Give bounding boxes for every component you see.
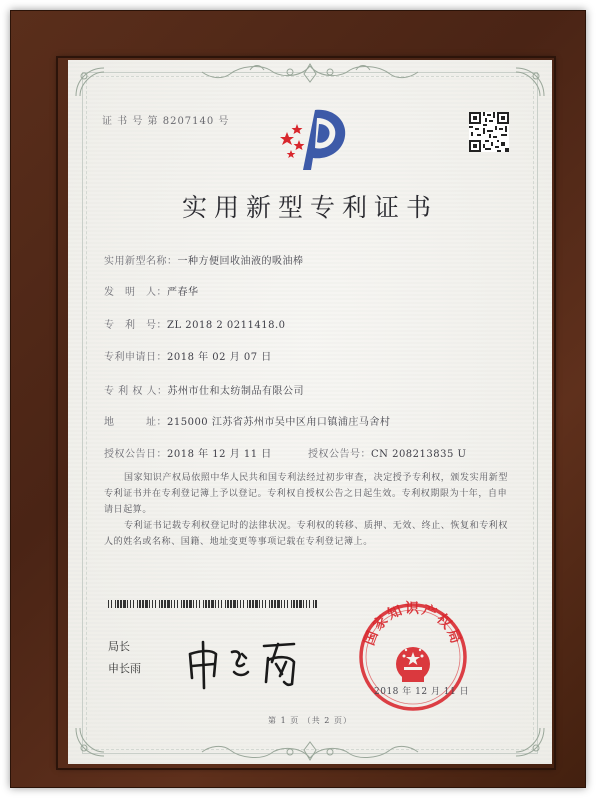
certificate-paragraph-2: 专利证书记载专利权登记时的法律状况。专利权的转移、质押、无效、终止、恢复和专利权人的姓名或名称、国籍、地址变更等事项记载在专利登记簿上。 [104,521,509,547]
director-name: 申长雨 [108,662,141,675]
barcode-bar [293,600,295,608]
barcode-bar [127,600,128,608]
barcode-bar [205,600,207,608]
field-patentee [104,382,304,397]
field-value: 严春华 [167,287,199,298]
seal-text: 国家知识产权局 [361,601,465,648]
field-utility-model-name [104,252,304,267]
barcode-bar [199,600,200,608]
barcode-bar [225,600,226,608]
bottom-ornament-icon [200,740,420,762]
barcode-bar [171,600,172,608]
top-ornament-icon [200,62,420,84]
barcode-bar [291,600,292,608]
barcode-bar [117,600,119,608]
page-number: 第 1 页 （共 2 页） [268,716,352,725]
barcode-bar [181,600,182,608]
field-value: 215000 江苏省苏州市吴中区甪口镇浦庄马舍村 [167,417,391,428]
barcode-bar [115,600,116,608]
barcode-bar [274,600,276,608]
field-label: 授权公告日： [104,449,167,460]
barcode-bar [233,600,236,608]
barcode-bar [262,600,263,608]
corner-ornament-icon [512,724,546,758]
field-grant-number [308,445,466,460]
barcode-bar [255,600,258,608]
field-label: 授权公告号： [308,449,371,460]
barcode-bar [230,600,232,608]
barcode-bar [189,600,192,608]
barcode-bar [269,600,270,608]
barcode-bar [108,600,109,608]
barcode-bar [259,600,260,608]
barcode-bar [252,600,254,608]
barcode-bar [186,600,188,608]
field-patent-number [104,316,286,331]
barcode-bar [265,600,266,608]
svg-text:国家知识产权局 [361,600,465,648]
field-filing-date [104,348,272,363]
barcode-bar [196,600,197,608]
barcode-bar [303,600,304,608]
barcode-bar [247,600,248,608]
barcode-bar [130,600,131,608]
barcode-bar [137,600,138,608]
barcode-bar [174,600,175,608]
barcode-bar [309,600,310,608]
barcode-bar [123,600,126,608]
barcode-bar [133,600,134,608]
barcode-bar [277,600,280,608]
field-inventor [104,283,199,298]
barcode-bar [164,600,166,608]
barcode-bar [240,600,241,608]
field-address [104,413,390,428]
barcode-bar [296,600,298,608]
field-label: 专 利 权 人： [104,386,168,397]
barcode-bar [306,600,307,608]
seal-date: 2018 年 12 月 11 日 [374,687,470,697]
barcode-icon [108,600,318,608]
field-value: 2018 年 02 月 07 日 [167,352,272,363]
barcode-bar [193,600,194,608]
barcode-bar [155,600,156,608]
field-label: 实用新型名称： [104,256,178,267]
picture-frame [10,10,586,788]
corner-ornament-icon [74,724,108,758]
field-label: 专利申请日： [104,352,167,363]
director-title: 局长 [108,640,130,653]
barcode-bar [271,600,273,608]
certificate-paper [68,60,552,764]
barcode-bar [215,600,216,608]
barcode-bar [111,600,112,608]
barcode-bar [203,600,204,608]
barcode-bar [218,600,219,608]
field-value: 2018 年 12 月 11 日 [167,449,272,460]
barcode-bar [281,600,282,608]
director-signature-icon [182,632,332,692]
barcode-bar [120,600,122,608]
barcode-bar [139,600,141,608]
barcode-bar [299,600,302,608]
corner-ornament-icon [512,66,546,100]
barcode-bar [161,600,163,608]
barcode-bar [249,600,251,608]
barcode-bar [313,600,314,608]
barcode-bar [149,600,150,608]
qr-code-icon [469,112,509,152]
barcode-bar [208,600,210,608]
field-label: 发 明 人： [104,287,167,298]
field-label: 地 址： [104,417,167,428]
certificate-title: 实用新型专利证书 [181,193,438,222]
barcode-bar [227,600,229,608]
barcode-bar [167,600,170,608]
barcode-bar [284,600,285,608]
certificate-number: 证 书 号 第 8207140 号 [102,116,230,127]
barcode-bar [177,600,178,608]
barcode-bar [152,600,153,608]
field-grant-date [104,445,272,460]
barcode-bar [315,600,317,608]
barcode-bar [142,600,144,608]
barcode-bar [183,600,185,608]
barcode-bar [145,600,148,608]
barcode-bar [243,600,244,608]
certificate-paragraph-1: 国家知识产权局依照中华人民共和国专利法经过初步审查，决定授予专利权，颁发实用新型专利证书并在专利登记簿上予以登记。专利权自授权公告之日起生效。专利权期限为十年，自申请日起算。 [104,473,509,515]
field-value: 一种方便回收油液的吸油棒 [177,256,304,267]
barcode-bar [237,600,238,608]
corner-ornament-icon [74,66,108,100]
barcode-bar [159,600,160,608]
barcode-bar [221,600,222,608]
field-value: 苏州市仕和太纺制品有限公司 [167,386,305,397]
field-value: CN 208213835 U [371,449,467,460]
barcode-bar [287,600,288,608]
field-label: 专 利 号： [104,320,167,331]
patent-office-logo-icon [273,104,353,176]
barcode-bar [211,600,214,608]
field-value: ZL 2018 2 0211418.0 [167,320,286,331]
